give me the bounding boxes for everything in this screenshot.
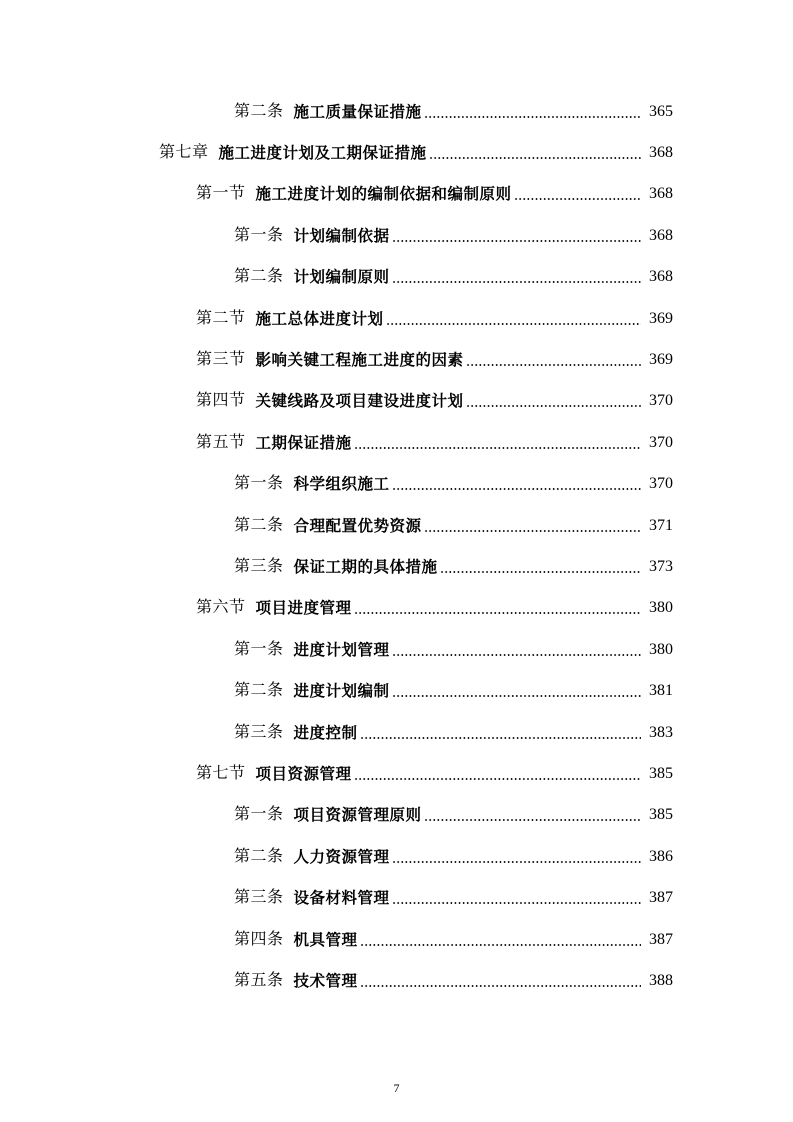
toc-entry[interactable]	[0, 174, 793, 215]
toc-entry-page: 369	[649, 309, 673, 327]
toc-entry-label: 第二条	[234, 102, 284, 120]
dot-leader	[392, 479, 641, 499]
toc-entry-title: 进度计划编制	[293, 682, 390, 701]
toc-entry-label: 第二条	[234, 268, 284, 286]
toc-entry-title: 机具管理	[293, 930, 358, 949]
dot-leader	[386, 314, 641, 334]
toc-entry-page: 368	[649, 185, 673, 203]
toc-entry-label: 第二条	[234, 682, 284, 700]
dot-leader	[429, 148, 641, 168]
toc-entry-page: 385	[649, 764, 673, 782]
dot-leader	[354, 603, 641, 623]
toc-entry-label: 第六节	[196, 599, 246, 617]
dot-leader	[392, 272, 641, 292]
toc-entry[interactable]	[0, 588, 793, 629]
dot-leader	[392, 645, 641, 665]
toc-entry[interactable]	[0, 422, 793, 463]
toc-entry-page: 365	[649, 102, 673, 120]
toc-entry-page: 368	[649, 144, 673, 162]
toc-entry-label: 第一条	[234, 226, 284, 244]
toc-entry-page: 383	[649, 723, 673, 741]
toc-entry-label: 第五条	[234, 971, 284, 989]
toc-entry-title: 施工总体进度计划	[255, 309, 384, 328]
toc-entry[interactable]	[0, 298, 793, 339]
toc-entry-title: 施工进度计划的编制依据和编制原则	[255, 185, 512, 204]
toc-entry-label: 第三条	[234, 723, 284, 741]
dot-leader	[360, 728, 641, 748]
toc-entry-title: 进度控制	[293, 723, 358, 742]
toc-entry-page: 370	[649, 392, 673, 410]
toc-entry-page: 380	[649, 599, 673, 617]
dot-leader	[360, 935, 641, 955]
toc-entry-title: 进度计划管理	[293, 640, 390, 659]
dot-leader	[424, 107, 641, 127]
toc-entry-title: 项目资源管理原则	[293, 806, 422, 825]
toc-entry-title: 保证工期的具体措施	[293, 557, 438, 576]
toc-entry[interactable]	[0, 257, 793, 298]
toc-entry-page: 385	[649, 806, 673, 824]
toc-entry[interactable]	[0, 339, 793, 380]
toc-entry[interactable]	[0, 464, 793, 505]
toc-entry-page: 381	[649, 682, 673, 700]
toc-entry-page: 387	[649, 930, 673, 948]
toc-entry-label: 第二条	[234, 847, 284, 865]
toc-entry[interactable]	[0, 132, 793, 173]
toc-entry-page: 386	[649, 847, 673, 865]
dot-leader	[466, 355, 641, 375]
dot-leader	[466, 396, 641, 416]
toc-entry[interactable]	[0, 712, 793, 753]
toc-entry-title: 计划编制依据	[293, 226, 390, 245]
toc-entry[interactable]	[0, 381, 793, 422]
dot-leader	[354, 438, 641, 458]
dot-leader	[424, 810, 641, 830]
toc-entry-label: 第一条	[234, 640, 284, 658]
toc-entry-page: 388	[649, 971, 673, 989]
toc-entry[interactable]	[0, 215, 793, 256]
toc-entry-page: 369	[649, 351, 673, 369]
toc-entry-label: 第五节	[196, 433, 246, 451]
toc-entry-page: 380	[649, 640, 673, 658]
toc-entry-page: 370	[649, 433, 673, 451]
toc-entry-label: 第七节	[196, 764, 246, 782]
toc-entry[interactable]	[0, 670, 793, 711]
toc-entry-label: 第三条	[234, 557, 284, 575]
toc-entry-label: 第七章	[159, 144, 209, 162]
dot-leader	[440, 562, 641, 582]
toc-entry-page: 368	[649, 226, 673, 244]
toc-entry-title: 技术管理	[293, 971, 358, 990]
toc-entry-label: 第三节	[196, 351, 246, 369]
toc-entry-title: 计划编制原则	[293, 268, 390, 287]
toc-entry-label: 第二条	[234, 516, 284, 534]
dot-leader	[424, 521, 641, 541]
toc-entry-label: 第一条	[234, 806, 284, 824]
toc-entry[interactable]	[0, 836, 793, 877]
toc-entry-title: 合理配置优势资源	[293, 516, 422, 535]
toc-entry-title: 工期保证措施	[255, 433, 352, 452]
toc-entry[interactable]	[0, 629, 793, 670]
toc-entry-label: 第二节	[196, 309, 246, 327]
toc-entry-title: 关键线路及项目建设进度计划	[255, 392, 464, 411]
toc-entry[interactable]	[0, 795, 793, 836]
page-number: 7	[393, 1081, 400, 1095]
dot-leader	[514, 189, 641, 209]
toc-entry-title: 科学组织施工	[293, 475, 390, 494]
toc-entry-title: 施工质量保证措施	[293, 102, 422, 121]
toc-entry-label: 第一节	[196, 185, 246, 203]
toc-entry[interactable]	[0, 91, 793, 132]
toc-entry-title: 施工进度计划及工期保证措施	[218, 144, 427, 163]
toc-entry-title: 影响关键工程施工进度的因素	[255, 351, 464, 370]
toc-entry-page: 370	[649, 475, 673, 493]
dot-leader	[392, 893, 641, 913]
toc-entry[interactable]	[0, 919, 793, 960]
dot-leader	[392, 231, 641, 251]
dot-leader	[392, 852, 641, 872]
toc-entry-page: 373	[649, 557, 673, 575]
toc-entry-title: 设备材料管理	[293, 889, 390, 908]
toc-entry-page: 368	[649, 268, 673, 286]
toc-entry[interactable]	[0, 960, 793, 1001]
toc-entry[interactable]	[0, 877, 793, 918]
toc-entry-label: 第三条	[234, 889, 284, 907]
dot-leader	[354, 769, 641, 789]
toc-entry-label: 第四节	[196, 392, 246, 410]
toc-entry-page: 371	[649, 516, 673, 534]
table-of-contents	[0, 91, 793, 1002]
toc-entry-title: 人力资源管理	[293, 847, 390, 866]
toc-entry-title: 项目进度管理	[255, 599, 352, 618]
dot-leader	[360, 976, 641, 996]
toc-entry-label: 第四条	[234, 930, 284, 948]
toc-entry[interactable]	[0, 505, 793, 546]
dot-leader	[392, 686, 641, 706]
toc-entry[interactable]	[0, 546, 793, 587]
toc-entry-title: 项目资源管理	[255, 764, 352, 783]
toc-entry[interactable]	[0, 753, 793, 794]
toc-entry-label: 第一条	[234, 475, 284, 493]
toc-entry-page: 387	[649, 889, 673, 907]
